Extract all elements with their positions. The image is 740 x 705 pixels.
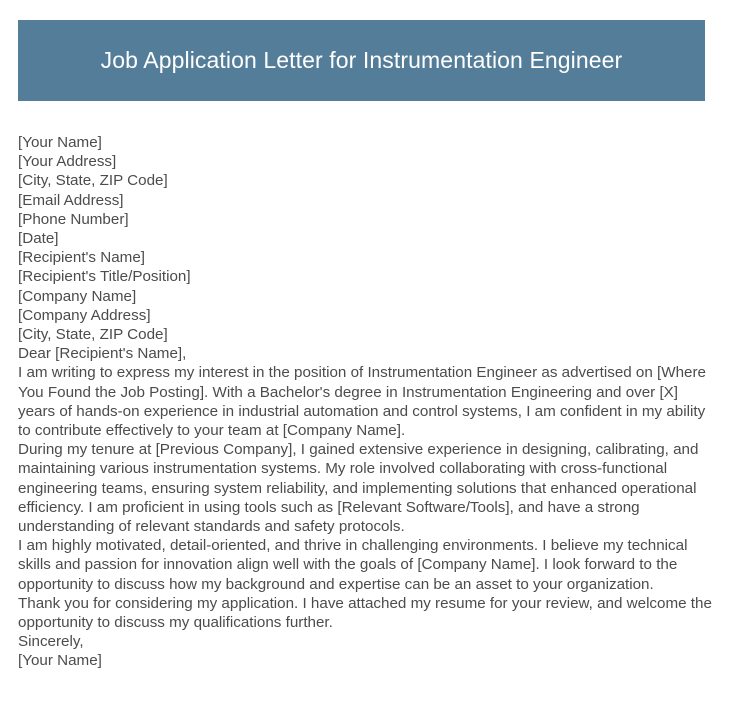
recipient-company-name: [Company Name]: [18, 287, 137, 305]
closing-salutation: Sincerely,: [18, 633, 84, 651]
salutation: Dear [Recipient's Name],: [18, 345, 187, 363]
paragraph-intro: I am writing to express my interest in the position of Instrumentation Engineer as advertised on [Where You Found the Job Posting]. With a Bachelor's degree in Instrumentation Engineering and over [X] years of hands-on experience in industrial automation and control systems, I am confident in my ability to contribute effectively to your team at [Company Name].: [18, 364, 706, 440]
sender-address: [Your Address]: [18, 153, 117, 171]
paragraph-qualities: I am highly motivated, detail-oriented, and thrive in challenging environments. I believe my technical skills and passion for innovation align well with the goals of [Company Name]. I look forward to the opportunity to discuss how my background and expertise can be an asset to your organization.: [18, 537, 688, 593]
sender-phone: [Phone Number]: [18, 210, 129, 228]
letter-body: [18, 133, 714, 671]
sender-email: [Email Address]: [18, 191, 124, 209]
letter-date: [Date]: [18, 230, 59, 248]
recipient-title: [Recipient's Title/Position]: [18, 268, 191, 286]
recipient-city-state-zip: [City, State, ZIP Code]: [18, 326, 168, 344]
page-title: Job Application Letter for Instrumentation Engineer: [100, 46, 623, 73]
document-header-banner: [18, 20, 705, 101]
signature-name: [Your Name]: [18, 652, 102, 670]
paragraph-closing: Thank you for considering my application. I have attached my resume for your review, and welcome the opportunity to discuss my qualifications further.: [18, 594, 712, 632]
recipient-company-address: [Company Address]: [18, 306, 151, 324]
paragraph-experience: During my tenure at [Previous Company], I gained extensive experience in designing, calibrating, and maintaining various instrumentation systems. My role involved collaborating with cross-functional engineering teams, ensuring system reliability, and implementing solutions that enhanced operational efficiency. I am proficient in using tools such as [Relevant Software/Tools], and have a strong understanding of relevant standards and safety protocols.: [18, 441, 699, 536]
recipient-name: [Recipient's Name]: [18, 249, 145, 267]
sender-name: [Your Name]: [18, 134, 102, 151]
sender-city-state-zip: [City, State, ZIP Code]: [18, 172, 168, 190]
